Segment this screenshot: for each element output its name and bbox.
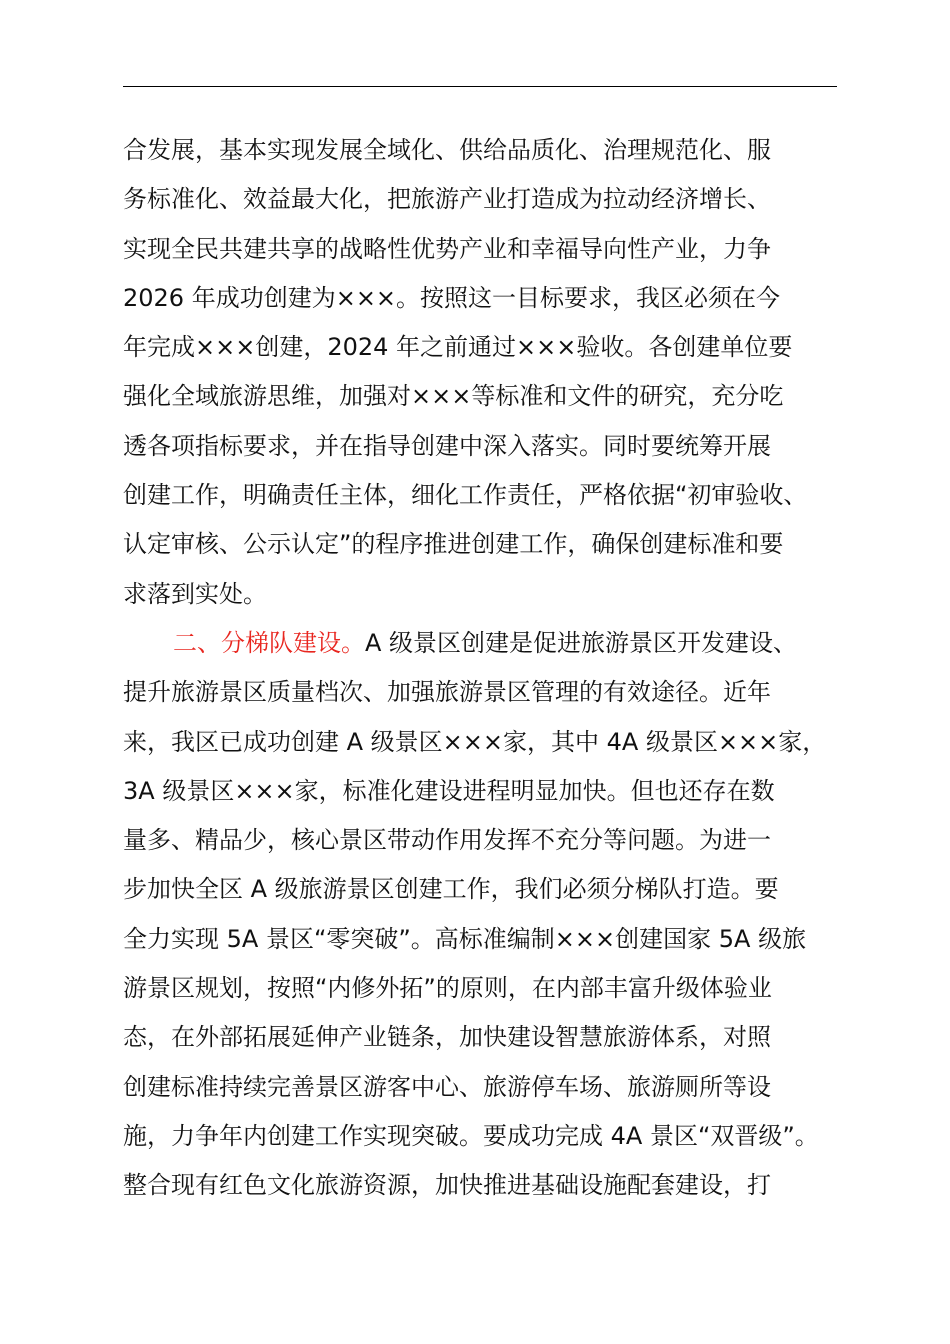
paragraph-line: 创建工作，明确责任主体，细化工作责任，严格依据“初审验收、 xyxy=(123,481,808,510)
paragraph-line: 步加快全区 A 级旅游景区创建工作，我们必须分梯队打造。要 xyxy=(123,875,779,904)
paragraph-line: 创建标准持续完善景区游客中心、旅游停车场、旅游厕所等设 xyxy=(123,1072,771,1101)
header-rule xyxy=(123,86,837,87)
paragraph-line: 合发展，基本实现发展全域化、供给品质化、治理规范化、服 xyxy=(123,136,771,164)
paragraph-line: 来，我区已成功创建 A 级景区×××家，其中 4A 级景区×××家， xyxy=(123,727,827,756)
paragraph-line: 实现全民共建共享的战略性优势产业和幸福导向性产业，力争 xyxy=(123,234,771,263)
paragraph-line: 施，力争年内创建工作实现突破。要成功完成 4A 景区“双晋级”。 xyxy=(123,1121,819,1150)
paragraph-line: 透各项指标要求，并在指导创建中深入落实。同时要统筹开展 xyxy=(123,431,771,460)
paragraph-line: 强化全域旅游思维，加强对×××等标准和文件的研究，充分吃 xyxy=(123,382,784,411)
paragraph-line: 提升旅游景区质量档次、加强旅游景区管理的有效途径。近年 xyxy=(123,678,771,707)
section-heading: 二、分梯队建设。 xyxy=(173,628,365,657)
section-heading-line xyxy=(123,619,863,668)
paragraph-line: 务标准化、效益最大化，把旅游产业打造成为拉动经济增长、 xyxy=(123,185,771,214)
paragraph-line: 态，在外部拓展延伸产业链条，加快建设智慧旅游体系，对照 xyxy=(123,1023,771,1052)
paragraph-line: 求落到实处。 xyxy=(123,579,267,608)
body-text xyxy=(123,126,863,1211)
paragraph-line: 2026 年成功创建为×××。按照这一目标要求，我区必须在今 xyxy=(123,283,781,312)
paragraph-line: 量多、精品少，核心景区带动作用发挥不充分等问题。为进一 xyxy=(123,826,771,855)
paragraph-line: 年完成×××创建，2024 年之前通过×××验收。各创建单位要 xyxy=(123,333,793,362)
paragraph-line: 认定审核、公示认定”的程序推进创建工作，确保创建标准和要 xyxy=(123,530,784,559)
paragraph-line: 全力实现 5A 景区“零突破”。高标准编制×××创建国家 5A 级旅 xyxy=(123,924,807,953)
paragraph-line: 整合现有红色文化旅游资源，加快推进基础设施配套建设，打 xyxy=(123,1171,771,1200)
section-heading-rest: A 级景区创建是促进旅游景区开发建设、 xyxy=(365,628,798,657)
paragraph-line: 3A 级景区×××家，标准化建设进程明显加快。但也还存在数 xyxy=(123,776,775,805)
paragraph-line: 游景区规划，按照“内修外拓”的原则，在内部丰富升级体验业 xyxy=(123,974,772,1003)
